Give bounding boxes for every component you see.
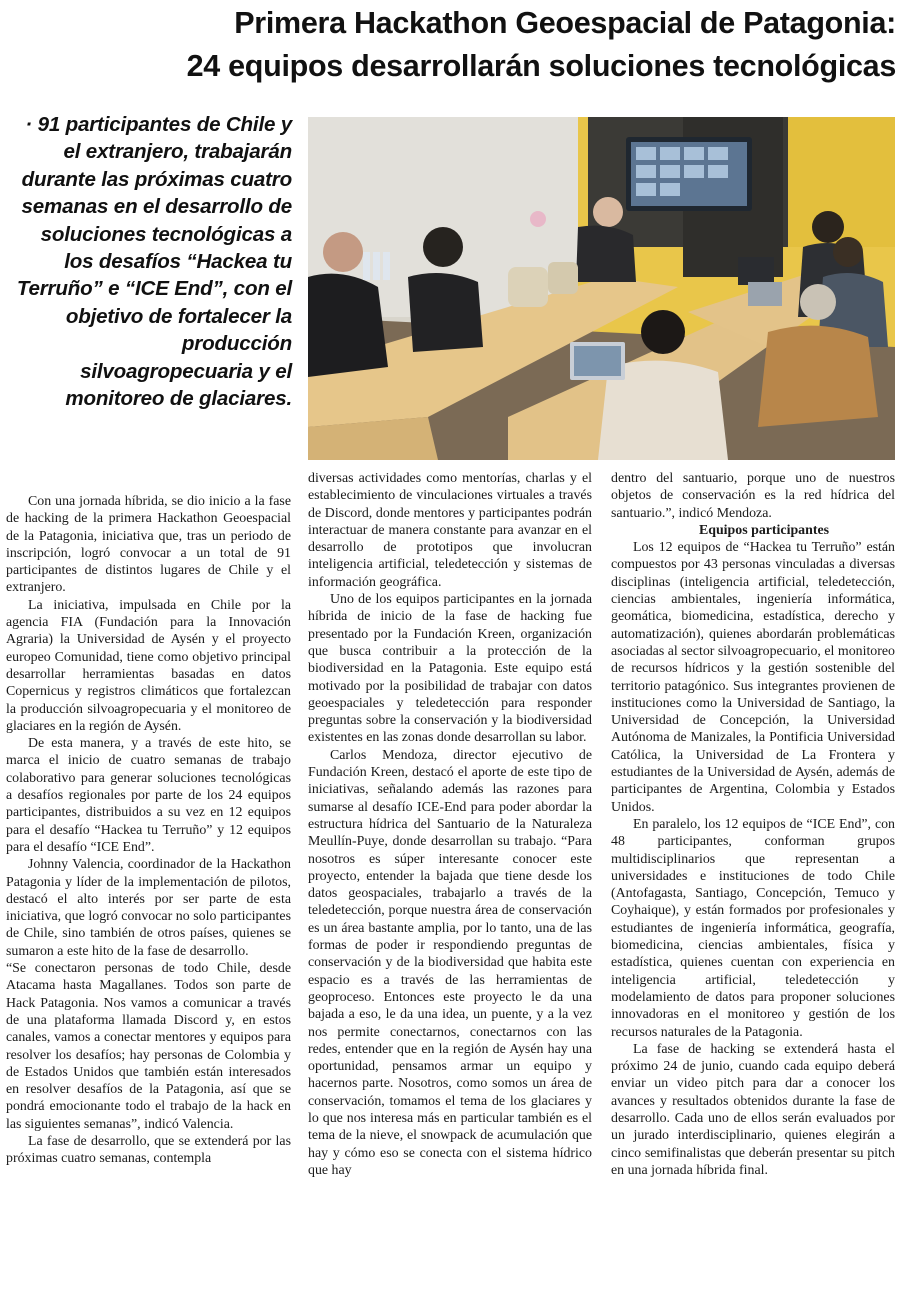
paragraph: Con una jornada híbrida, se dio inicio a la fase de hacking de la primera Hackathon Geoespacial de la Patagonia, iniciativa que, tras un periodo de inscripción, logró convocar a un total de 91 participantes de distintos lugares de Chile y el extranjero.: [6, 494, 291, 596]
article-column-2: [308, 470, 592, 1179]
paragraph: Johnny Valencia, coordinador de la Hackathon Patagonia y líder de la implementación de pilotos, destacó el alto interés por ser parte de esta iniciativa, que logró convocar no solo participantes de Chile, sino también de otros países, quienes se sumaron a este hito de la fase de desarrollo.: [6, 857, 291, 959]
headline: [0, 2, 896, 88]
paragraph: Los 12 equipos de “Hackea tu Terruño” están compuestos por 43 personas vinculadas a diversas disciplinas (inteligencia artificial, teledetección, ciencias ambientales, ingeniería informática, geomática, biomedicina, estadística, derecho y automatización), quienes abordarán problemáticas asociadas al sector silvoagropecuario, el monitoreo de recursos hídricos y la gestión sostenible del territorio patagónico. Sus integrantes provienen de instituciones como la Universidad de Santiago, la Universidad de Concepción, la Universidad Autónoma de Manizales, la Pontificia Universidad Católica, la Universidad de La Frontera y estudiantes de la Universidad de Aysén, además de participantes de Argentina, Colombia y Estados Unidos.: [611, 540, 895, 815]
article-column-3: [611, 470, 895, 1179]
headline-line-2: 24 equipos desarrollarán soluciones tecnológicas: [186, 49, 896, 83]
paragraph: De esta manera, y a través de este hito, se marca el inicio de cuatro semanas de trabajo colaborativo para generar soluciones tecnológicas a desafíos regionales por parte de los 24 equipos participantes, distribuidos a su vez en 12 equipos para el desafío “Hackea tu Terruño” y 12 equipos para el desafío “ICE End”.: [6, 736, 291, 855]
article-column-1: [6, 493, 291, 1168]
paragraph: La iniciativa, impulsada en Chile por la agencia FIA (Fundación para la Innovación Agraria) la Universidad de Aysén y el proyecto europeo Comunidad, tiene como objetivo principal desarrollar herramientas basadas en datos Copernicus y registros climáticos que fortalezcan la producción silvoagropecuaria y el monitoreo de glaciares en la región de Aysén.: [6, 597, 291, 734]
paragraph: Carlos Mendoza, director ejecutivo de Fundación Kreen, destacó el aporte de este tipo de iniciativas, señalando además las razones para sumarse al desafío ICE-End para poder abordar la estructura hídrica del Santuario de la Naturaleza Meullín-Puye, donde desarrollan su trabajo. “Para nosotros es súper interesante conocer este proyecto, entender la bajada que tiene desde los datos geospaciales, trabajarlo a través de la teledetección, porque nuestra área de conservación es un área bastante amplia, por lo tanto, una de las formas de poder ir respondiendo preguntas de conservación y de la biodiversidad que habita este espacio es a través de las herramientas de geoproceso. Entonces este proyecto le da una bajada a eso, le da una idea, un puente, y a la vez nos permite conectarnos, conectarnos con las redes, entender que en la región de Aysén hay una oportunidad, pensamos armar un equipo y hacernos parte. Nosotros, como somos un área de conservación, tomamos el tema de los glaciares y lo que nos interesa más en particular también es el tema de la nieve, el snowpack de acumulación que hay y cómo eso se conecta con el sistema hídrico que hay: [308, 747, 592, 1178]
lead-summary: · 91 participantes de Chile y el extranjero, trabajarán durante las próximas cuatro semanas en el desarrollo de soluciones tecnológicas a los desafíos “Hackea tu Terruño” e “ICE End”, con el objetivo de fortalecer la producción silvoagropecuaria y el monitoreo de glaciares.: [16, 113, 292, 411]
section-subhead: Equipos participantes: [698, 522, 830, 538]
headline-line-1: Primera Hackathon Geoespacial de Patagonia:: [234, 6, 896, 40]
paragraph: La fase de hacking se extenderá hasta el próximo 24 de junio, cuando cada equipo deberá enviar un video pitch para dar a conocer los avances y resultados obtenidos durante la fase de desarrollo. Cada uno de ellos serán evaluados por un jurado interdisciplinario, quienes elegirán a cinco semifinalistas que deberán presentar su pitch en una jornada híbrida final.: [611, 1041, 895, 1178]
paragraph: En paralelo, los 12 equipos de “ICE End”, con 48 participantes, conforman grupos multidisciplinarios que representan a universidades e instituciones de todo Chile (Antofagasta, Santiago, Concepción, Temuco y Coyhaique), y están formados por profesionales y estudiantes de ingeniería informática, geografía, biomedicina, ciencias ambientales, física y estadística, quienes cuentan con experiencia en inteligencia artificial, teledetección y modelamiento de datos para proponer soluciones innovadoras en el monitoreo y gestión de los recursos naturales de la Patagonia.: [611, 816, 895, 1040]
paragraph: Uno de los equipos participantes en la jornada híbrida de inicio de la fase de hacking fue presentado por la Fundación Kreen, organización que busca contribuir a la protección de la biodiversidad en la Patagonia. Este equipo está motivado por la posibilidad de trabajar con datos geoespaciales y teledetección para responder preguntas sobre la conservación y la biodiversidad existentes en las zonas donde desarrollan su labor.: [308, 592, 592, 746]
event-photo: [308, 117, 895, 460]
paragraph: dentro del santuario, porque uno de nuestros objetos de conservación es la red hídrica del santuario.”, indicó Mendoza.: [611, 471, 895, 521]
paragraph: “Se conectaron personas de todo Chile, desde Atacama hasta Magallanes. Todos son parte de Hack Patagonia. Nos vamos a comunicar a través de una plataforma llamada Discord y, en estos canales, vamos a conectar mentores y equipos para resolver los desafíos; hay personas de Colombia y de Estados Unidos que también están interesados en resolver desafíos de la Patagonia, así que se pondrá emocionante todo el trabajo de la hack en las siguientes semanas”, indicó Valencia.: [6, 961, 291, 1132]
paragraph: La fase de desarrollo, que se extenderá por las próximas cuatro semanas, contempla: [6, 1133, 291, 1167]
paragraph: diversas actividades como mentorías, charlas y el establecimiento de vinculaciones virtuales a través de Discord, donde mentores y participantes podrán interactuar de manera constante para avanzar en el desarrollo de prototipos que involucran inteligencia artificial, teledetección y sistemas de información geográfica.: [308, 471, 592, 590]
